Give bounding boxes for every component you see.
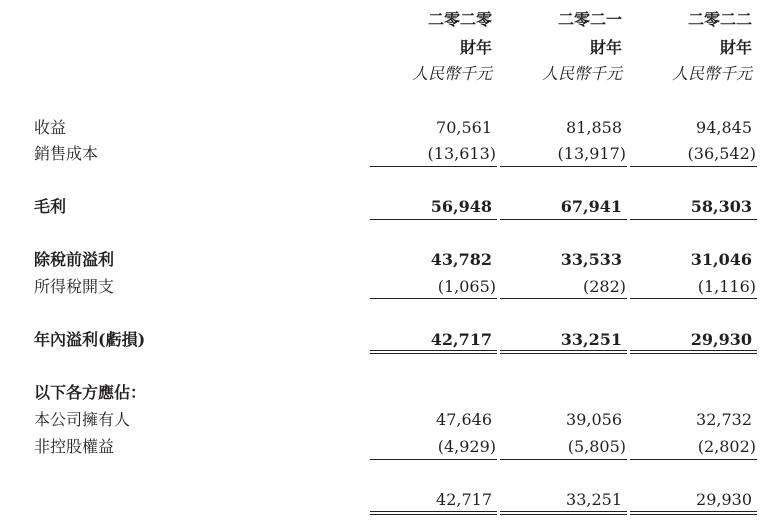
row-label: 非控股權益 <box>34 437 115 456</box>
value-cell: 39,056 <box>566 410 622 429</box>
value-cell: 42,717 <box>430 330 492 349</box>
row-label: 銷售成本 <box>34 144 99 163</box>
value-cell: 32,732 <box>696 410 752 429</box>
unit-label: 人民幣千元 <box>541 64 622 83</box>
unit-label: 人民幣千元 <box>671 64 752 83</box>
subtotal-rule <box>630 298 757 299</box>
value-cell: (13,917) <box>557 144 626 163</box>
total-rule <box>500 219 627 220</box>
value-cell: 33,533 <box>560 250 622 269</box>
year-heading: 二零二二 <box>687 10 752 29</box>
double-rule-top <box>500 350 627 351</box>
value-cell: 70,561 <box>436 118 492 137</box>
double-rule-top <box>370 511 497 512</box>
double-rule-bottom <box>500 514 627 515</box>
value-cell: (13,613) <box>427 144 496 163</box>
value-cell: 67,941 <box>560 197 622 216</box>
subtotal-rule <box>500 166 627 167</box>
row-label: 本公司擁有人 <box>34 410 131 429</box>
double-rule-bottom <box>500 353 627 354</box>
subtotal-rule <box>370 166 497 167</box>
value-cell: (5,805) <box>567 437 626 456</box>
year-label: 財年 <box>589 38 622 57</box>
value-cell: 33,251 <box>566 490 622 509</box>
value-cell: 81,858 <box>566 118 622 137</box>
value-cell: (2,802) <box>697 437 756 456</box>
value-cell: 56,948 <box>430 197 492 216</box>
value-cell: (36,542) <box>687 144 756 163</box>
value-cell: (1,116) <box>697 277 756 296</box>
value-cell: 47,646 <box>436 410 492 429</box>
subtotal-rule <box>370 298 497 299</box>
row-label: 除稅前溢利 <box>34 250 115 269</box>
value-cell: 42,717 <box>436 490 492 509</box>
value-cell: 29,930 <box>690 330 752 349</box>
year-heading: 二零二一 <box>557 10 622 29</box>
value-cell: 94,845 <box>696 118 752 137</box>
row-label: 收益 <box>34 118 67 137</box>
subtotal-rule <box>630 166 757 167</box>
double-rule-top <box>500 511 627 512</box>
double-rule-bottom <box>630 353 757 354</box>
year-label: 財年 <box>459 38 492 57</box>
row-label: 年內溢利(虧損) <box>34 330 146 349</box>
value-cell: (282) <box>582 277 626 296</box>
row-label: 以下各方應佔： <box>34 383 147 402</box>
value-cell: (1,065) <box>437 277 496 296</box>
double-rule-bottom <box>630 514 757 515</box>
unit-label: 人民幣千元 <box>411 64 492 83</box>
value-cell: 33,251 <box>560 330 622 349</box>
value-cell: (4,929) <box>437 437 496 456</box>
total-rule <box>630 219 757 220</box>
double-rule-bottom <box>370 514 497 515</box>
year-heading: 二零二零 <box>427 10 492 29</box>
row-label: 毛利 <box>34 197 67 216</box>
value-cell: 58,303 <box>690 197 752 216</box>
value-cell: 29,930 <box>696 490 752 509</box>
value-cell: 43,782 <box>430 250 492 269</box>
subtotal-rule <box>500 459 627 460</box>
subtotal-rule <box>630 459 757 460</box>
year-label: 財年 <box>719 38 752 57</box>
double-rule-bottom <box>370 353 497 354</box>
double-rule-top <box>630 350 757 351</box>
row-label: 所得稅開支 <box>34 277 115 296</box>
total-rule <box>370 219 497 220</box>
double-rule-top <box>370 350 497 351</box>
double-rule-top <box>630 511 757 512</box>
subtotal-rule <box>370 459 497 460</box>
value-cell: 31,046 <box>690 250 752 269</box>
subtotal-rule <box>500 298 627 299</box>
